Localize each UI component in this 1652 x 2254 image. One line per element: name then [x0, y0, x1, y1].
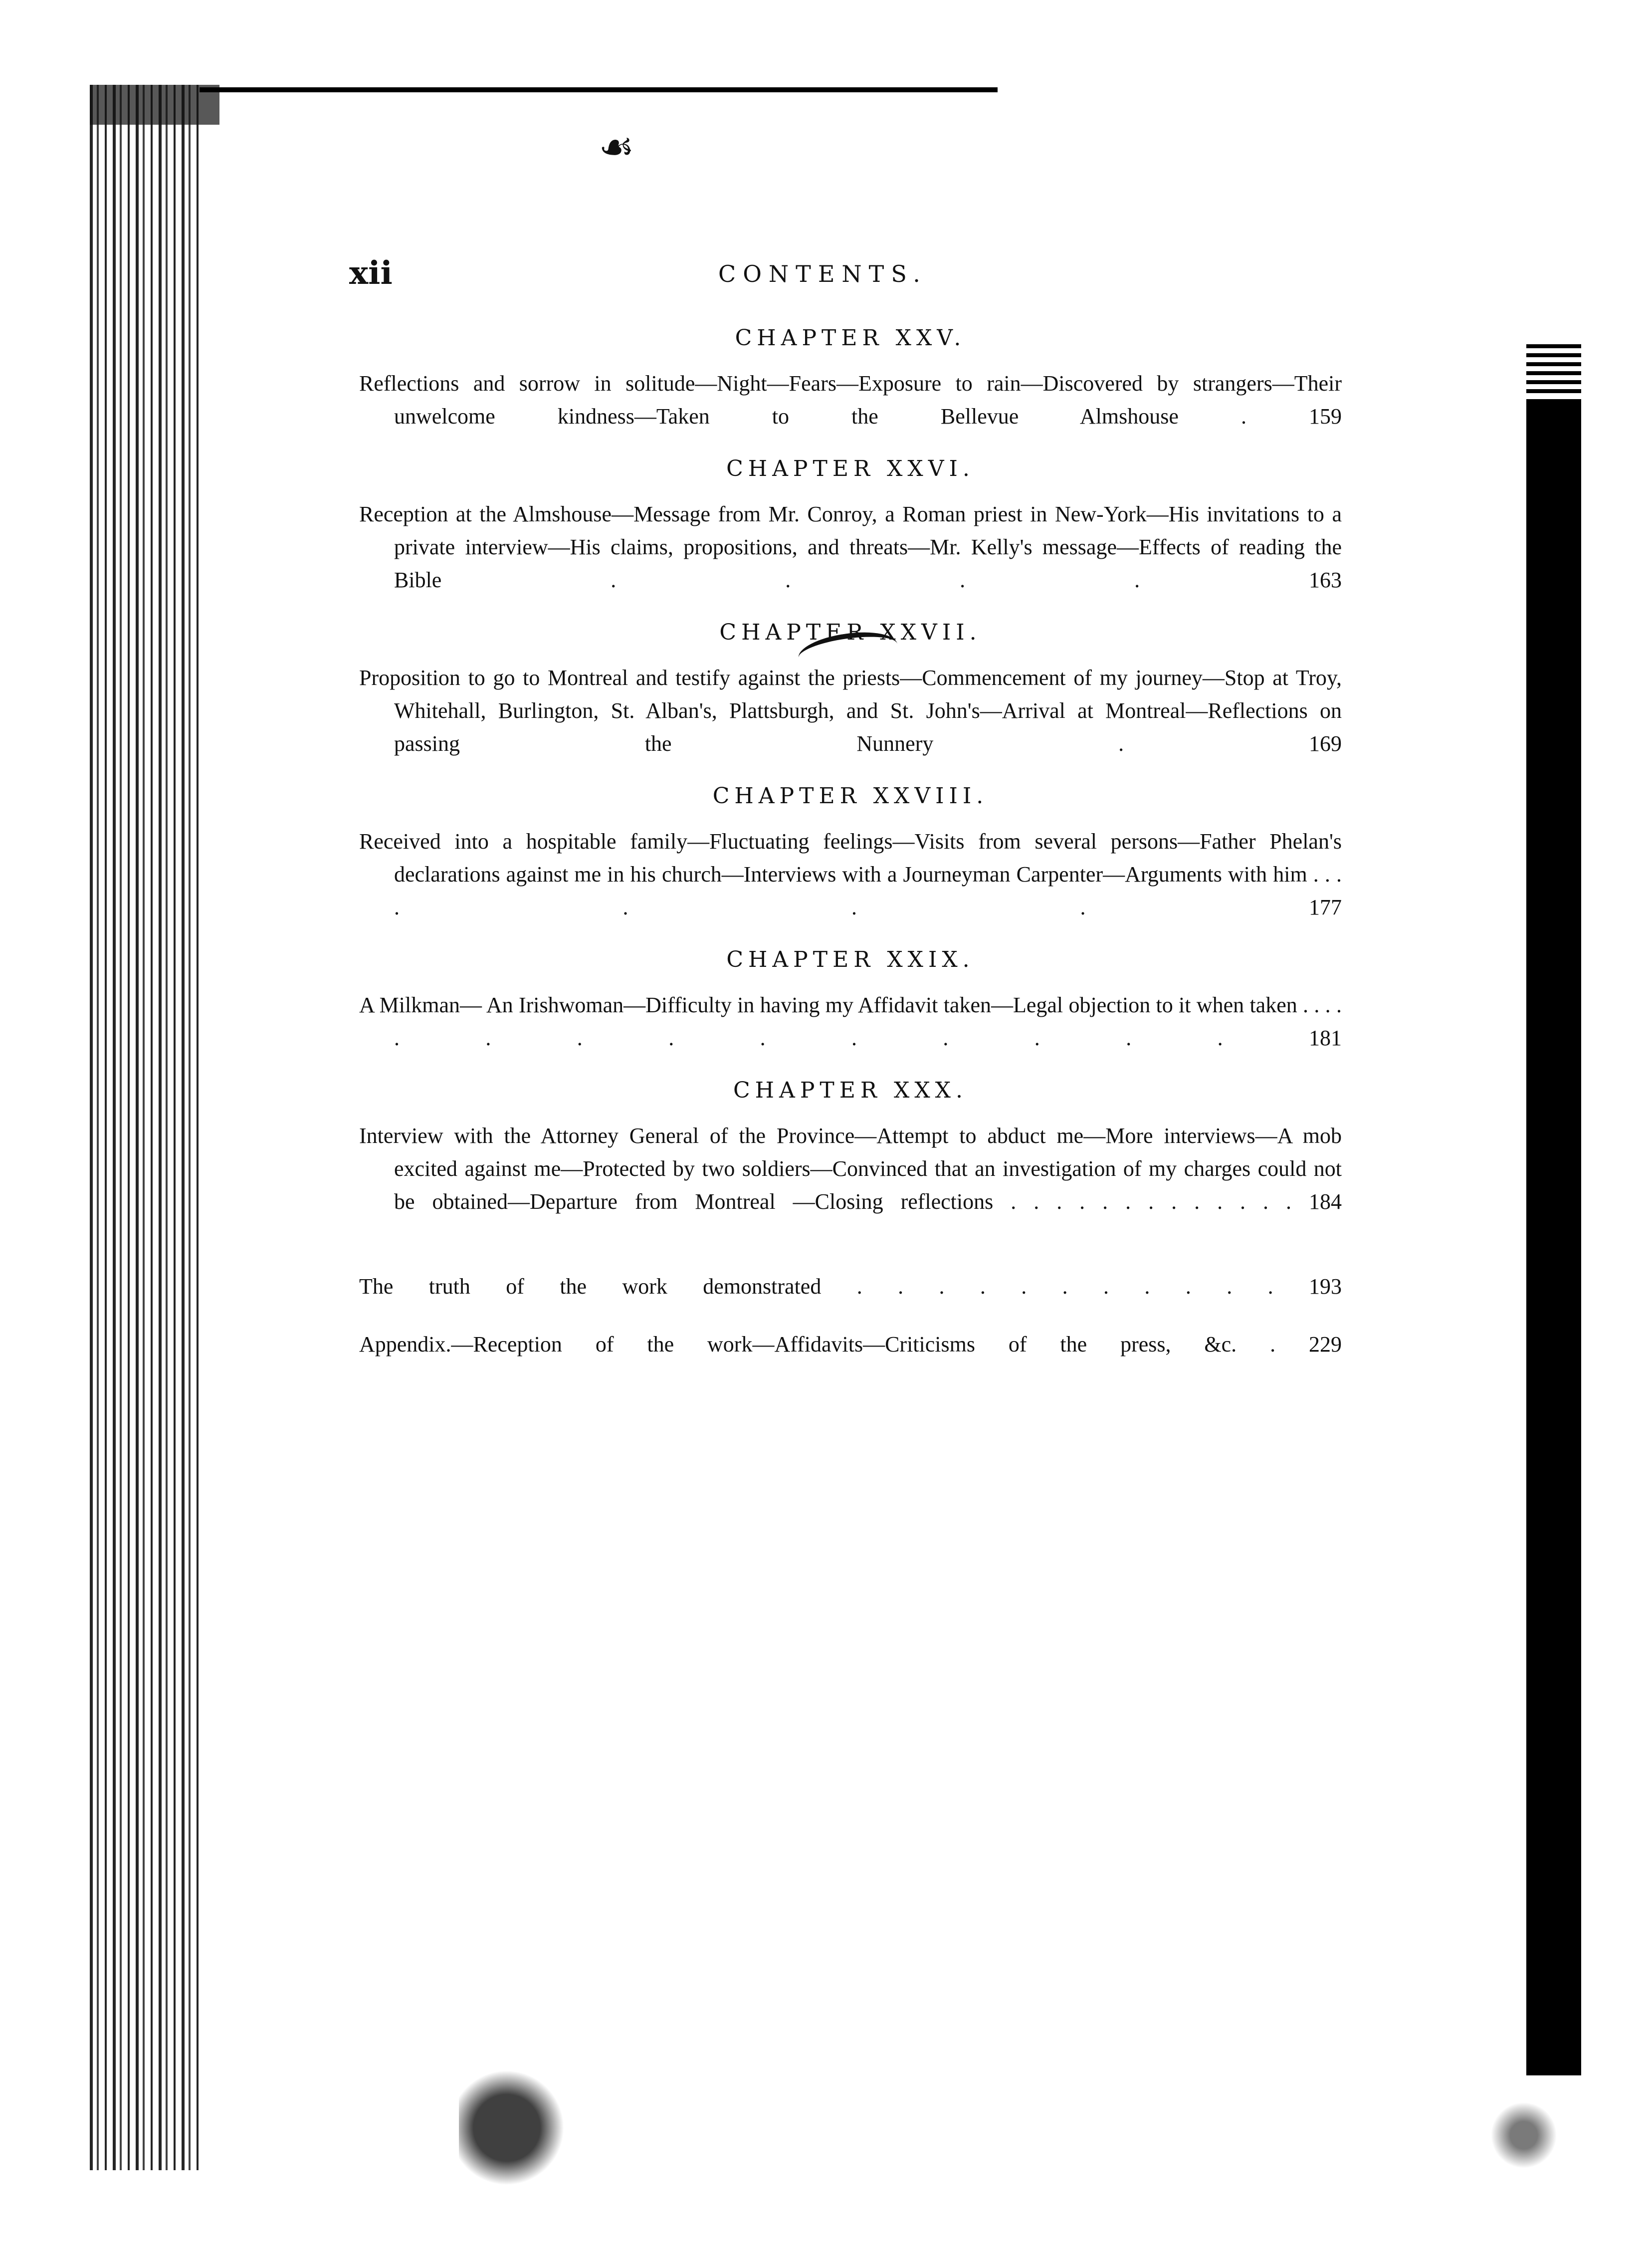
extra-entry-truth	[359, 1270, 1342, 1303]
chapter-entry	[359, 455, 1342, 597]
extra-text: Appendix.—Reception of the work—Affidavits—Criticisms of the press, &c. .	[359, 1332, 1276, 1356]
chapter-summary	[359, 498, 1342, 597]
chapter-title: CHAPTER XXIX.	[726, 947, 975, 972]
summary-text: Interview with the Attorney General of the Province—Attempt to abduct me—More interviews—A mob excited against me—Protected by two soldiers—Convinced that an investigation of my charges could not be obtained—Departure from Montreal —Closing reflections . . . . . . . . . . . . .	[359, 1124, 1342, 1214]
book-binding-edge	[90, 85, 205, 2170]
chapter-summary: Reflections and sorrow in solitude—Night—Fears—Exposure to rain—Discovered by strangers—Their unwelcome kindness—Taken to the Bellevue Almshouse . 159	[359, 371, 1342, 429]
top-rule	[200, 87, 998, 92]
page-number: xii	[349, 254, 393, 292]
chapter-title: CHAPTER XXV.	[735, 325, 966, 351]
table-of-contents	[359, 324, 1342, 1361]
chapter-title: CHAPTER XXVII.	[719, 620, 982, 645]
page-reference: 181	[1309, 1026, 1342, 1050]
chapter-summary	[359, 989, 1342, 1055]
summary-text: Proposition to go to Montreal and testify against the priests—Commencement of my journey—Stop at Troy, Whitehall, Burlington, St. Alban's, Plattsburgh, and St. John's—Arrival at Montreal—Reflections on passing the Nunnery .	[359, 666, 1342, 756]
page-reference: 184	[1309, 1189, 1342, 1214]
ink-mark-icon: ☙	[599, 124, 634, 170]
page-reference: 169	[1309, 731, 1342, 756]
chapter-summary	[359, 662, 1342, 760]
summary-text: A Milkman— An Irishwoman—Difficulty in having my Affidavit taken—Legal objection to it when taken . . . . . . . . . . . . . .	[359, 993, 1342, 1050]
chapter-summary	[359, 825, 1342, 924]
page-reference: 229	[1309, 1332, 1342, 1356]
page-reference: 193	[1309, 1274, 1342, 1299]
chapter-entry	[359, 946, 1342, 1055]
chapter-title: CHAPTER XXX.	[733, 1078, 968, 1103]
page-reference: 163	[1309, 568, 1342, 592]
right-page-edge	[1526, 399, 1581, 2075]
extra-entry-appendix	[359, 1328, 1342, 1361]
page-reference: 177	[1309, 895, 1342, 919]
chapter-entry	[359, 324, 1342, 433]
chapter-entry	[359, 1077, 1342, 1218]
chapter-summary	[359, 1120, 1342, 1218]
running-title: CONTENTS.	[718, 260, 927, 287]
page-reference: 159	[1309, 404, 1342, 429]
summary-text: Reflections and sorrow in solitude—Night—Fears—Exposure to rain—Discovered by strangers—Their unwelcome kindness—Taken to the Bellevue Almshouse	[359, 371, 1342, 429]
summary-text: Reception at the Almshouse—Message from Mr. Conroy, a Roman priest in New-York—His invitations to a private interview—His claims, propositions, and threats—Mr. Kelly's message—Effects of reading the Bible . . . .	[359, 502, 1342, 592]
right-edge-bars	[1526, 344, 1581, 394]
summary-text: Received into a hospitable family—Fluctuating feelings—Visits from several persons—Father Phelan's declarations against me in his church—Interviews with a Journeyman Carpenter—Arguments with him . . . . . . .	[359, 829, 1342, 919]
chapter-title: CHAPTER XXVIII.	[712, 783, 989, 809]
extra-text: The truth of the work demonstrated . . . . . . . . . . .	[359, 1274, 1273, 1299]
chapter-entry	[359, 619, 1342, 760]
page-header	[349, 254, 1347, 304]
chapter-entry	[359, 782, 1342, 924]
chapter-title: CHAPTER XXVI.	[726, 456, 975, 481]
scan-noise-blot	[459, 2065, 579, 2190]
scan-noise-corner	[1486, 2095, 1561, 2175]
